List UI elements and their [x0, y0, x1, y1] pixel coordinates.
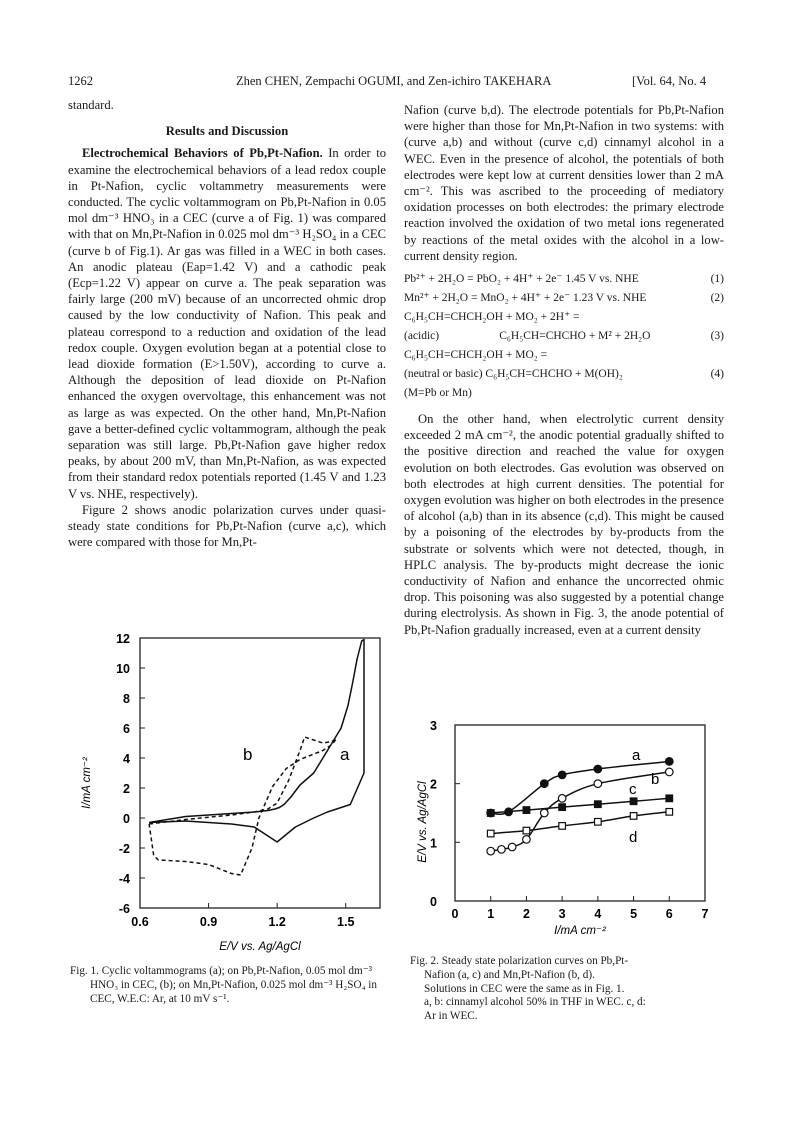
- y-axis-label: I/mA cm⁻²: [81, 757, 93, 809]
- y-tick-label: 6: [123, 722, 130, 736]
- curve-label-b: b: [651, 771, 660, 788]
- series-c-point: [523, 807, 530, 814]
- y-tick-label: -4: [118, 872, 130, 886]
- x-tick-label: 0.6: [131, 915, 149, 929]
- series-c-point: [487, 810, 494, 817]
- curve-label-b: b: [243, 745, 253, 764]
- figure-2-caption: [410, 955, 728, 1024]
- y-axis-label: E/V vs. Ag/AgCl: [417, 781, 429, 863]
- paragraph: Figure 2 shows anodic polarization curves under quasi-steady state conditions for Pb,Pt-Nafion (curve a,c), which were compared with those for Mn,Pt-: [68, 502, 386, 550]
- x-tick-label: 0.9: [199, 915, 218, 929]
- curve-label-d: d: [629, 829, 638, 846]
- paragraph: standard.: [68, 98, 114, 112]
- y-tick-label: 4: [123, 752, 130, 766]
- y-tick-label: 0: [430, 895, 437, 909]
- equation: Mn²⁺ + 2H₂O = MnO₂ + 4H⁺ + 2e⁻ 1.23 V vs. NHE: [404, 292, 647, 305]
- series-a-point: [558, 771, 566, 779]
- series-b-point: [540, 809, 548, 817]
- x-tick-label: 1: [487, 907, 495, 921]
- caption-line: Ar in WEC.: [424, 1010, 478, 1023]
- caption-line: Nafion (a, c) and Mn,Pt-Nafion (b, d).: [424, 968, 595, 981]
- y-tick-label: 0: [123, 812, 130, 826]
- equation: C₆H₅CH=CHCH₂OH + MO₂ + 2H⁺ =: [404, 311, 580, 324]
- paragraph: Nafion (curve b,d). The electrode potentials for Pb,Pt-Nafion were higher than those for Mn,Pt-Nafion in two systems: with (curve a,b) and without (curve c,d) cinnamyl alcohol in a WEC. Even in the presence of alcohol, the potentials of both electrodes were kept low at current densities lower than 2 mA cm⁻². This was ascribed to the proceeding of mediatory oxidation processes on both electrodes: the primary electrode reaction involved the oxidation of two metal ions regenerated by reactions of the metal oxides with the alcohol in a low-current density region.: [404, 103, 724, 263]
- equation: C₆H₅CH=CHCH₂OH + MO₂ =: [404, 349, 548, 362]
- series-d-point: [595, 819, 602, 826]
- y-tick-label: 8: [123, 692, 130, 706]
- x-tick-label: 0: [451, 907, 459, 921]
- right-column: [404, 102, 724, 638]
- equation-number: (4): [710, 368, 724, 381]
- caption-line: Fig. 2. Steady state polarization curves on Pb,Pt-: [410, 955, 629, 967]
- equation: Pb²⁺ + 2H₂O = PbO₂ + 4H⁺ + 2e⁻ 1.45 V vs. NHE: [404, 273, 639, 286]
- series-c-point: [595, 801, 602, 808]
- y-tick-label: -2: [118, 842, 130, 856]
- x-tick-label: 2: [522, 907, 530, 921]
- series-d-point: [630, 813, 637, 820]
- curve-label-a: a: [340, 745, 350, 764]
- equation-number: (1): [710, 273, 724, 286]
- x-axis-label: E/V vs. Ag/AgCl: [219, 941, 301, 953]
- y-tick-label: 3: [430, 719, 437, 733]
- series-b-point: [594, 780, 602, 788]
- series-d-line: [491, 812, 670, 834]
- series-a-point: [540, 780, 548, 788]
- series-d-point: [666, 809, 673, 816]
- left-column: [68, 97, 386, 550]
- series-c-point: [666, 795, 673, 802]
- caption-line: Solutions in CEC were the same as in Fig. 1.: [424, 982, 625, 995]
- series-b-point: [523, 836, 531, 844]
- series-c-point: [630, 798, 637, 805]
- series-a-point: [594, 765, 602, 773]
- x-axis-label: I/mA cm⁻²: [554, 925, 606, 937]
- y-tick-label: 2: [123, 782, 130, 796]
- caption-line: a, b: cinnamyl alcohol 50% in THF in WEC. c, d:: [424, 996, 646, 1009]
- running-header-volume: [Vol. 64, No. 4: [632, 74, 707, 88]
- y-tick-label: 1: [430, 836, 437, 851]
- equation-note: (M=Pb or Mn): [404, 387, 472, 400]
- x-tick-label: 5: [630, 907, 638, 921]
- x-tick-label: 1.2: [268, 915, 286, 929]
- equation: (neutral or basic) C₆H₅CH=CHCHO + M(OH)₂: [404, 368, 623, 381]
- series-b-point: [508, 843, 516, 851]
- curve-label-a: a: [632, 747, 641, 764]
- y-tick-label: -6: [118, 902, 130, 916]
- x-tick-label: 3: [558, 907, 566, 921]
- series-d-point: [487, 830, 494, 837]
- series-b-point: [558, 795, 566, 803]
- series-d-point: [559, 823, 566, 830]
- y-tick-label: 10: [116, 662, 130, 676]
- figure-2: [410, 712, 740, 947]
- y-tick-label: 12: [116, 632, 130, 646]
- series-c-point: [559, 804, 566, 811]
- figure-1: [70, 628, 400, 968]
- paragraph-heading: Electrochemical Behaviors of Pb,Pt-Nafion.: [82, 146, 323, 161]
- equation-number: (3): [710, 330, 724, 343]
- plot-frame: [140, 638, 380, 908]
- series-a-point: [665, 758, 673, 766]
- running-header-authors: Zhen CHEN, Zempachi OGUMI, and Zen-ichiro TAKEHARA: [236, 74, 552, 88]
- x-tick-label: 4: [594, 907, 602, 921]
- equations: [404, 270, 724, 403]
- paragraph: [68, 145, 386, 501]
- x-tick-label: 6: [665, 907, 673, 921]
- section-title: Results and Discussion: [165, 124, 289, 139]
- curve-label-c: c: [629, 781, 637, 798]
- series-b-point: [665, 768, 673, 776]
- x-tick-label: 7: [701, 907, 709, 921]
- page-number: 1262: [68, 74, 93, 88]
- figure-1-caption: Fig. 1. Cyclic voltammograms (a); on Pb,Pt-Nafion, 0.05 mol dm⁻³ HNO₃ in CEC, (b); on Mn,Pt-Nafion, 0.025 mol dm⁻³ H₂SO₄ in CEC, W.E.C: Ar, at 10 mV s⁻¹.: [70, 965, 377, 1005]
- series-b-point: [487, 847, 495, 855]
- series-d-point: [523, 827, 530, 834]
- paragraph: On the other hand, when electrolytic current density exceeded 2 mA cm⁻², the anodic potential gradually shifted to the positive direction and reached the value for oxygen evolution on both electrodes. Gas evolution was observed on both electrodes at high current densities. The potential for oxygen evolution was higher on both electrodes in the presence of alcohol (a,b) than in its absence (c,d). This might be caused by a poisoning of the electrodes by by-products from the substrate or solvents which were not detected, though, in HPLC analysis. The by-products might decrease the ionic conductivity of Nafion and enhance the uncorrected ohmic drop. This poisoning was also suggested by a potential change during electrolysis. As shown in Fig. 3, the anode potential of Pb,Pt-Nafion gradually increased, even at a current density: [404, 412, 724, 637]
- y-tick-label: 2: [430, 777, 437, 792]
- equation-condition: (acidic): [404, 330, 440, 343]
- series-b-point: [498, 846, 506, 854]
- equation: C₆H₅CH=CHCHO + M² + 2H₂O: [499, 330, 651, 343]
- paragraph-text: In order to examine the electrochemical behaviors of a lead redox couple in Pt-Nafion, cyclic voltammetry measurements were conducted. The cyclic voltammogram on Pb,Pt-Nafion in 0.05 mol dm⁻³ HNO₃ in a CEC (curve a of Fig. 1) was compared with that on Mn,Pt-Nafion in 0.025 mol dm⁻³ H₂SO₄ in a CEC (curve b of Fig.1). Ar gas was filled in a WEC in both cases. An anodic plateau (Eap=1.42 V) and a cathodic peak (Ecp=1.22 V) appear on curve a. The peak separation was fairly large (200 mV) because of an uncorrected ohmic drop caused by the low conductivity of Nafion. This peak and plateau correspond to a reduction and oxidation of the lead redox couple. Oxygen evolution began at a potential close to lead dioxide formation (E>1.50V), according to curve a. Although the deposition of lead dioxide on Pt-Nafion enhanced the oxygen overvoltage, this enhancement was not as large as was expected. On the other hand, Mn,Pt-Nafion gave a better-defined cyclic voltammogram, although the peak separation was still large. Pb,Pt-Nafion gave higher redox peaks, by about 200 mV, than Mn,Pt-Nafion, as was expected from their standard redox potentials reported (1.45 V and 1.23 V vs. NHE, respectively).: [68, 146, 386, 501]
- equation-number: (2): [710, 292, 724, 305]
- x-tick-label: 1.5: [337, 915, 355, 929]
